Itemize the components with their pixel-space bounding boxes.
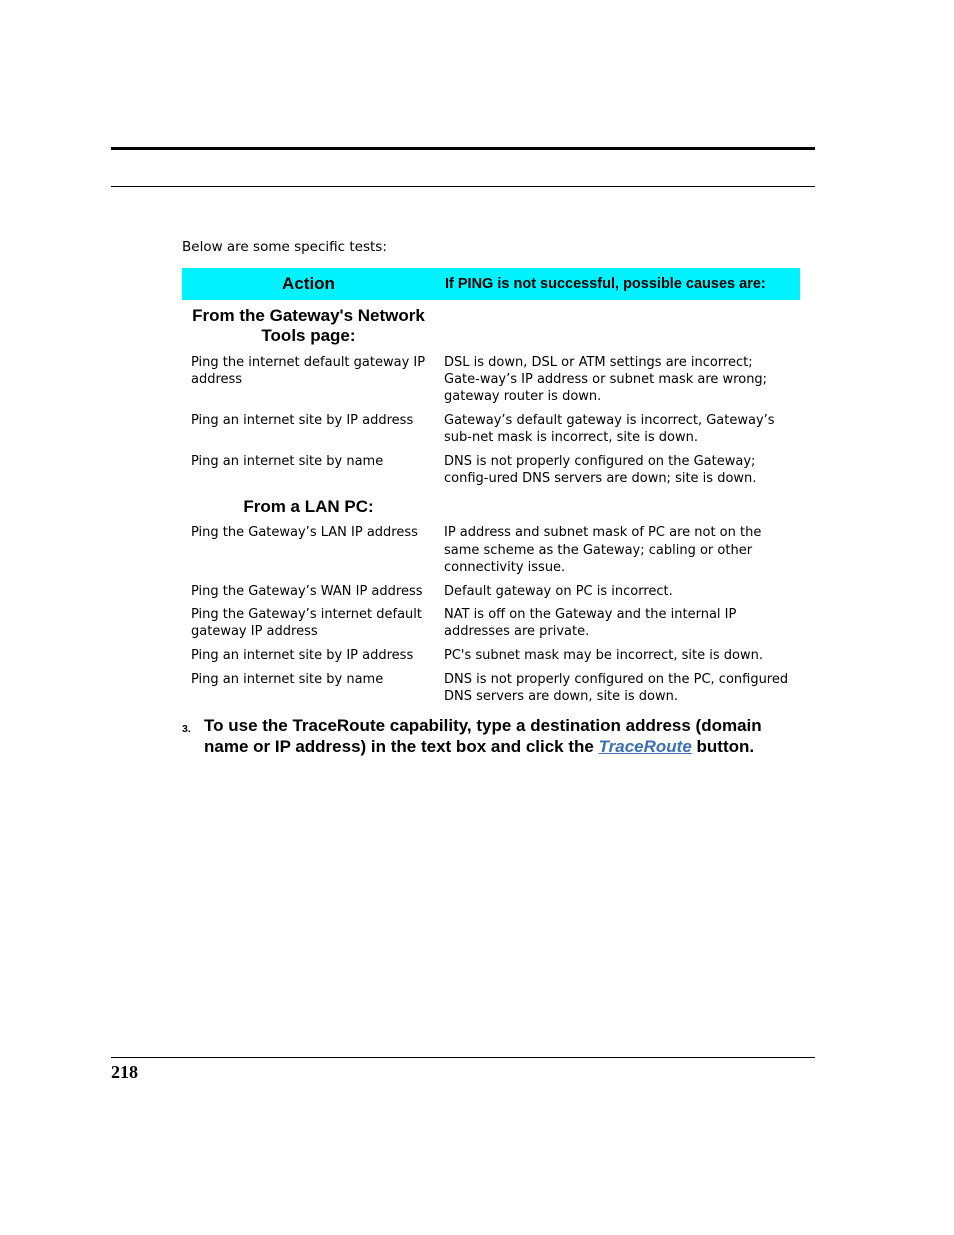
table-row xyxy=(182,606,800,640)
action-cell: Ping the Gateway’s internet default gateway IP address xyxy=(191,607,422,640)
traceroute-link[interactable]: TraceRoute xyxy=(598,736,692,756)
action-cell: Ping the Gateway’s LAN IP address xyxy=(191,525,418,541)
action-cell: Ping the Gateway’s WAN IP address xyxy=(191,583,423,599)
cause-cell: PC's subnet mask may be incorrect, site is down. xyxy=(444,648,764,664)
step-number: 3. xyxy=(182,723,191,735)
table-row xyxy=(182,354,800,406)
table-header xyxy=(182,268,800,300)
ping-tests-table xyxy=(182,268,800,712)
header-causes: If PING is not successful, possible causes are: xyxy=(445,276,766,292)
action-cell: Ping the internet default gateway IP address xyxy=(191,355,426,388)
header-rule-thick xyxy=(111,147,815,150)
header-rule-thin xyxy=(111,186,815,187)
cause-cell: IP address and subnet mask of PC are not on the same scheme as the Gateway; cabling or other connectivity issue. xyxy=(444,525,762,575)
cause-cell: DNS is not properly configured on the PC, configured DNS servers are down, site is down. xyxy=(444,671,789,705)
table-row xyxy=(182,647,800,664)
cause-cell: DNS is not properly configured on the Gateway; config-ured DNS servers are down; site is down. xyxy=(444,454,757,487)
step-instruction xyxy=(182,716,802,757)
cause-cell: Default gateway on PC is incorrect. xyxy=(444,583,673,599)
table-row xyxy=(182,412,800,446)
cause-cell: NAT is off on the Gateway and the internal IP addresses are private. xyxy=(444,607,737,640)
footer-rule xyxy=(111,1057,815,1058)
intro-text: Below are some specific tests: xyxy=(182,239,387,255)
action-cell: Ping an internet site by IP address xyxy=(191,648,414,664)
page-number: 218 xyxy=(111,1062,138,1082)
header-action: Action xyxy=(282,274,335,293)
action-cell: Ping an internet site by name xyxy=(191,671,384,687)
section-title-lan: From a LAN PC: xyxy=(243,497,374,517)
table-row xyxy=(182,453,800,487)
action-cell: Ping an internet site by IP address xyxy=(191,413,414,429)
table-row xyxy=(182,524,800,576)
cause-cell: DSL is down, DSL or ATM settings are incorrect; Gate-way’s IP address or subnet mask are wrong; gateway router is down. xyxy=(444,355,768,405)
cause-cell: Gateway’s default gateway is incorrect, Gateway’s sub-net mask is incorrect, site is down. xyxy=(444,413,775,446)
step-text: To use the TraceRoute capability, type a destination address (domain name or IP address) in the text box and click the TraceRoute button. xyxy=(204,716,762,756)
table-row xyxy=(182,583,800,600)
table-row xyxy=(182,671,800,705)
action-cell: Ping an internet site by name xyxy=(191,454,384,470)
section-title-gateway: From the Gateway's Network Tools page: xyxy=(192,306,425,345)
